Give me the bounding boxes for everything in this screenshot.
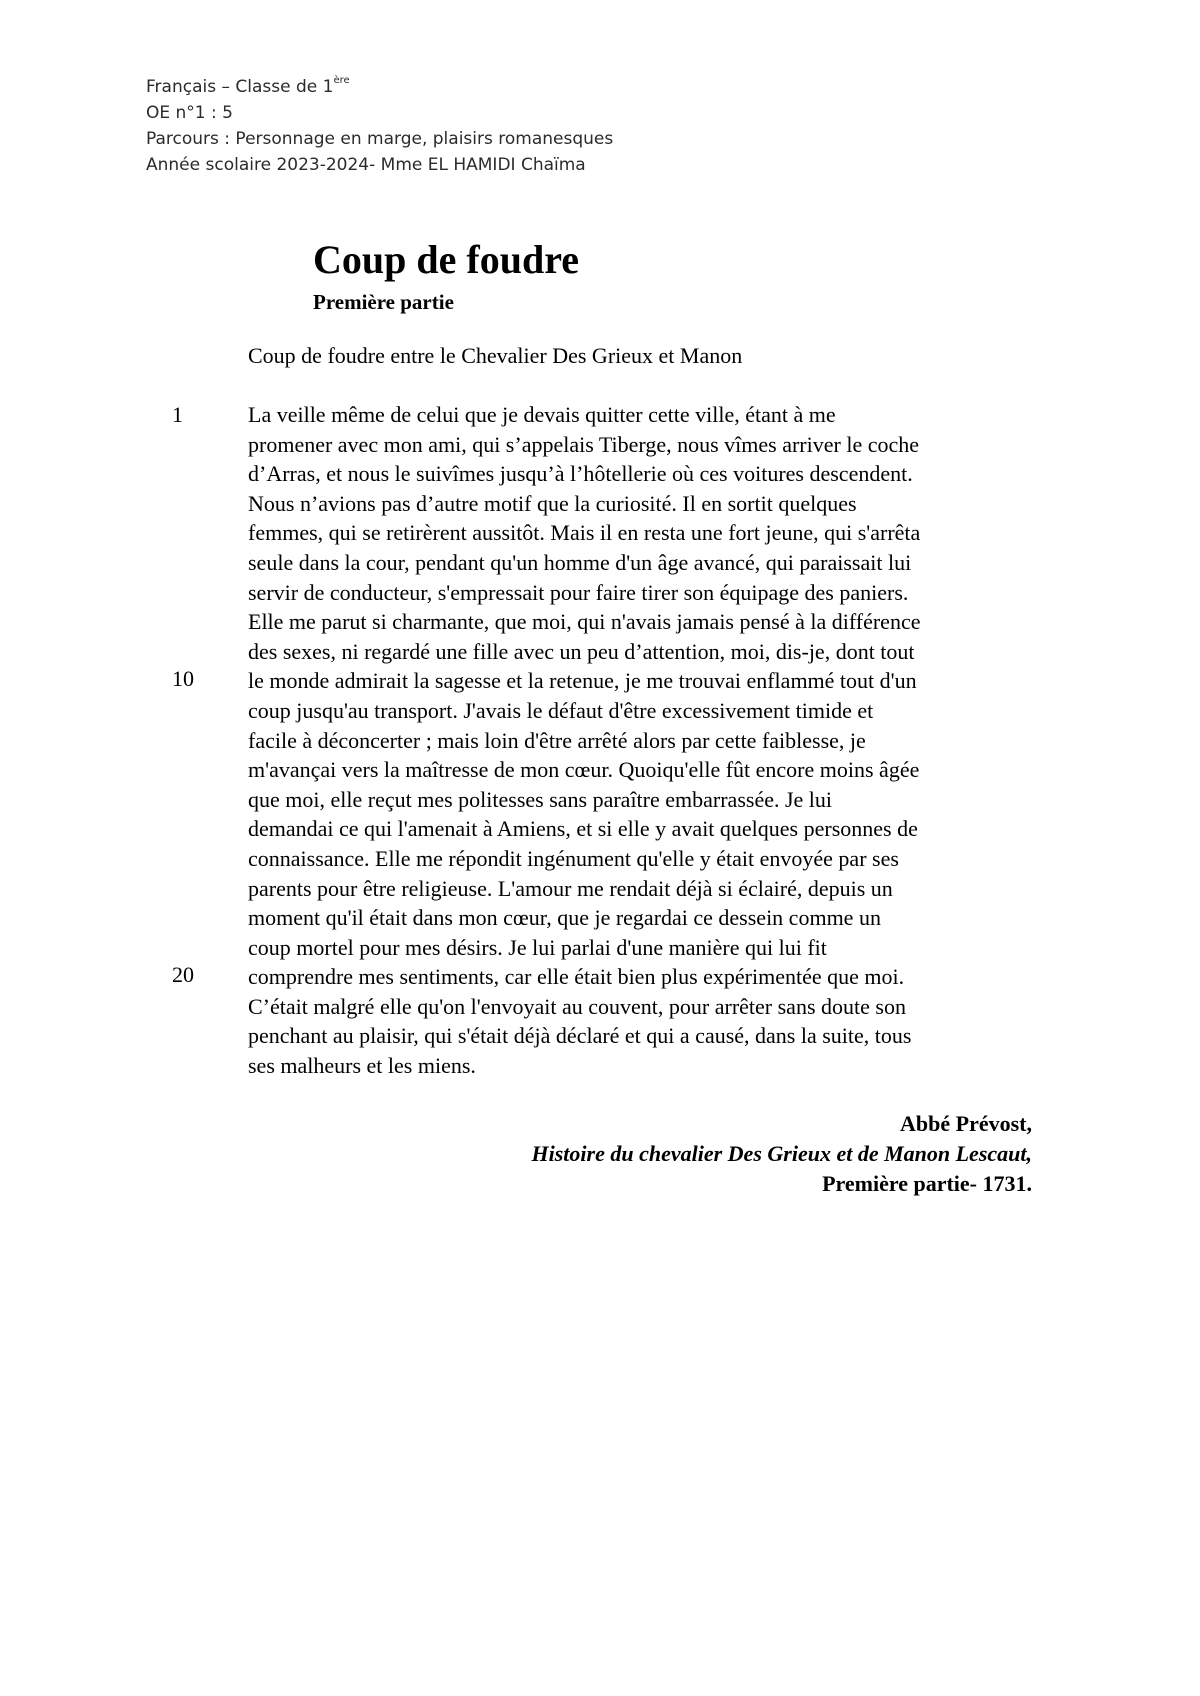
header-class-line [146, 74, 613, 100]
passage-line: C’était malgré elle qu'on l'envoyait au couvent, pour arrêter sans doute son [248, 993, 906, 1019]
line-number-margin [150, 400, 210, 1020]
attribution-author: Abbé Prévost, [900, 1111, 1032, 1136]
line-number-20: 20 [172, 962, 194, 987]
passage-line: d’Arras, et nous le suivîmes jusqu’à l’hôtellerie où ces voitures descendent. [248, 461, 913, 487]
passage-line: des sexes, ni regardé une fille avec un peu d’attention, moi, dis-je, dont tout [248, 638, 915, 664]
line-number-1: 1 [172, 402, 183, 427]
header-class-superscript: ère [333, 75, 350, 87]
attribution-work-title: Histoire du chevalier Des Grieux et de Manon Lescaut, [531, 1141, 1032, 1166]
passage-line: La veille même de celui que je devais quitter cette ville, étant à me [248, 402, 836, 427]
header-parcours-line: Parcours : Personnage en marge, plaisirs romanesques [146, 129, 614, 149]
passage-line: Elle me parut si charmante, que moi, qui n'avais jamais pensé à la différence [248, 609, 921, 635]
header-class-text: Français – Classe de 1 [146, 77, 334, 97]
header-oe-line: OE n°1 : 5 [146, 103, 233, 123]
passage-line: parents pour être religieuse. L'amour me rendait déjà si éclairé, depuis un [248, 875, 893, 901]
passage-line: Nous n’avions pas d’autre motif que la curiosité. Il en sortit quelques [248, 490, 857, 516]
literary-passage [248, 400, 1048, 1081]
passage-line: seule dans la cour, pendant qu'un homme d'un âge avancé, qui paraissait lui [248, 549, 912, 575]
passage-line: connaissance. Elle me répondit ingénument qu'elle y était envoyée par ses [248, 845, 899, 871]
document-header [146, 74, 613, 178]
passage-line: promener avec mon ami, qui s’appelais Tiberge, nous vîmes arriver le coche [248, 431, 920, 457]
passage-line: facile à déconcerter ; mais loin d'être arrêté alors par cette faiblesse, je [248, 727, 866, 753]
passage-line: demandai ce qui l'amenait à Amiens, et si elle y avait quelques personnes de [248, 816, 918, 842]
passage-line: m'avançai vers la maîtresse de mon cœur. Quoiqu'elle fût encore moins âgée [248, 757, 920, 783]
source-attribution [532, 1109, 1032, 1199]
passage-line: penchant au plaisir, qui s'était déjà déclaré et qui a causé, dans la suite, tous [248, 1023, 912, 1049]
passage-line: femmes, qui se retirèrent aussitôt. Mais il en resta une fort jeune, qui s'arrêta [248, 520, 921, 546]
passage-line: que moi, elle reçut mes politesses sans paraître embarrassée. Je lui [248, 786, 833, 812]
header-year-line: Année scolaire 2023-2024- Mme EL HAMIDI Chaïma [146, 155, 586, 175]
attribution-edition: Première partie- 1731. [822, 1171, 1032, 1196]
document-title: Coup de foudre [313, 237, 579, 282]
passage-line: moment qu'il était dans mon cœur, que je regardai ce dessein comme un [248, 905, 881, 931]
document-subtitle: Première partie [313, 290, 454, 314]
passage-line: le monde admirait la sagesse et la retenue, je me trouvai enflammé tout d'un [248, 668, 917, 694]
passage-line: comprendre mes sentiments, car elle était bien plus expérimentée que moi. [248, 964, 905, 990]
passage-intro: Coup de foudre entre le Chevalier Des Grieux et Manon [248, 343, 743, 368]
passage-line: coup mortel pour mes désirs. Je lui parlai d'une manière qui lui fit [248, 934, 827, 960]
passage-line: ses malheurs et les miens. [248, 1053, 476, 1079]
line-number-10: 10 [172, 666, 194, 691]
passage-line: coup jusqu'au transport. J'avais le défaut d'être excessivement timide et [248, 697, 874, 723]
passage-line: servir de conducteur, s'empressait pour faire tirer son équipage des paniers. [248, 579, 909, 605]
